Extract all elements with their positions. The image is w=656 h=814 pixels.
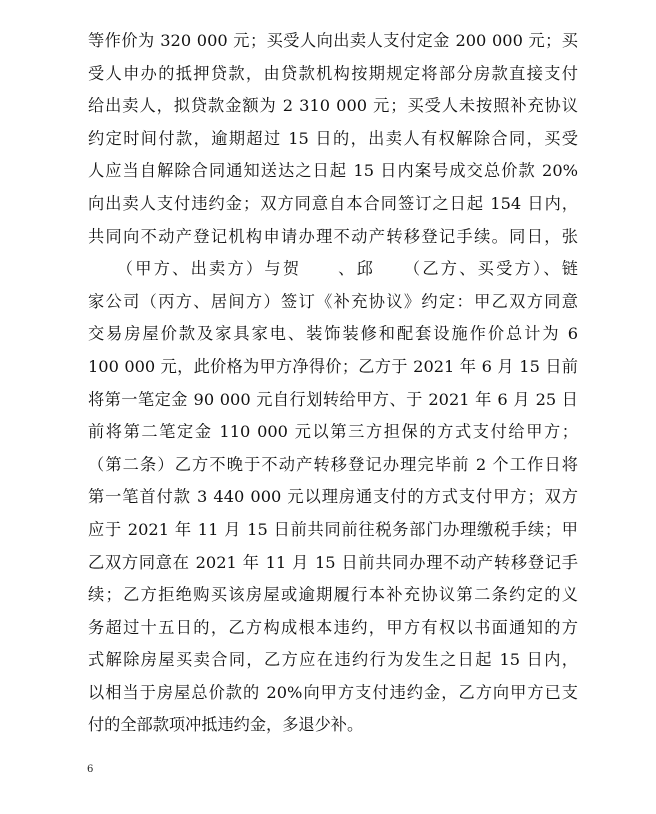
text-line: （第二条）乙方不晚于不动产转移登记办理完毕前 2 个工作日将 (88, 454, 578, 474)
text-line: 式解除房屋买卖合同，乙方应在违约行为发生之日起 15 日内， (88, 650, 578, 670)
text-line: 乙双方同意在 2021 年 11 月 15 日前共同办理不动产转移登记手 (88, 552, 578, 572)
text-line: 共同向不动产登记机构申请办理不动产转移登记手续。同日，张 (88, 226, 578, 246)
text-line: 等作价为 320 000 元；买受人向出卖人支付定金 200 000 元；买 (88, 31, 578, 50)
text-line-last: 付的全部款项冲抵违约金，多退少补。 (88, 715, 364, 735)
text-line: 应于 2021 年 11 月 15 日前共同前往税务部门办理缴税手续；甲 (88, 519, 578, 539)
text-line: 受人申办的抵押贷款，由贷款机构按期规定将部分房款直接支付 (88, 63, 578, 83)
text-line: 100 000 元，此价格为甲方净得价；乙方于 2021 年 6 月 15 日前 (88, 356, 578, 376)
text-line: 前将第二笔定金 110 000 元以第三方担保的方式支付给甲方； (88, 422, 578, 442)
text-line: 将第一笔定金 90 000 元自行划转给甲方、于 2021 年 6 月 25 日 (88, 389, 578, 409)
text-line: 人应当自解除合同通知送达之日起 15 日内案号成交总价款 20% (88, 161, 578, 181)
text-line: 交易房屋价款及家具家电、装饰装修和配套设施作价总计为 6 (88, 324, 578, 344)
text-line: 务超过十五日的，乙方构成根本违约，甲方有权以书面通知的方 (88, 617, 578, 637)
text-line: 约定时间付款，逾期超过 15 日的，出卖人有权解除合同，买受 (88, 128, 578, 148)
text-line: （甲方、出卖方）与贺 、邱 （乙方、买受方）、链 (88, 259, 578, 279)
text-line: 家公司（丙方、居间方）签订《补充协议》约定：甲乙双方同意 (88, 291, 578, 311)
text-line: 第一笔首付款 3 440 000 元以理房通支付的方式支付甲方；双方 (88, 487, 578, 507)
text-line: 向出卖人支付违约金；双方同意自本合同签订之日起 154 日内， (88, 193, 578, 213)
body-text (88, 25, 578, 742)
page-number: 6 (87, 764, 94, 775)
text-line: 以相当于房屋总价款的 20%向甲方支付违约金，乙方向甲方已支 (88, 682, 578, 702)
text-line: 给出卖人，拟贷款金额为 2 310 000 元；买受人未按照补充协议 (88, 96, 578, 116)
text-line: 续；乙方拒绝购买该房屋或逾期履行本补充协议第二条约定的义 (88, 585, 578, 605)
